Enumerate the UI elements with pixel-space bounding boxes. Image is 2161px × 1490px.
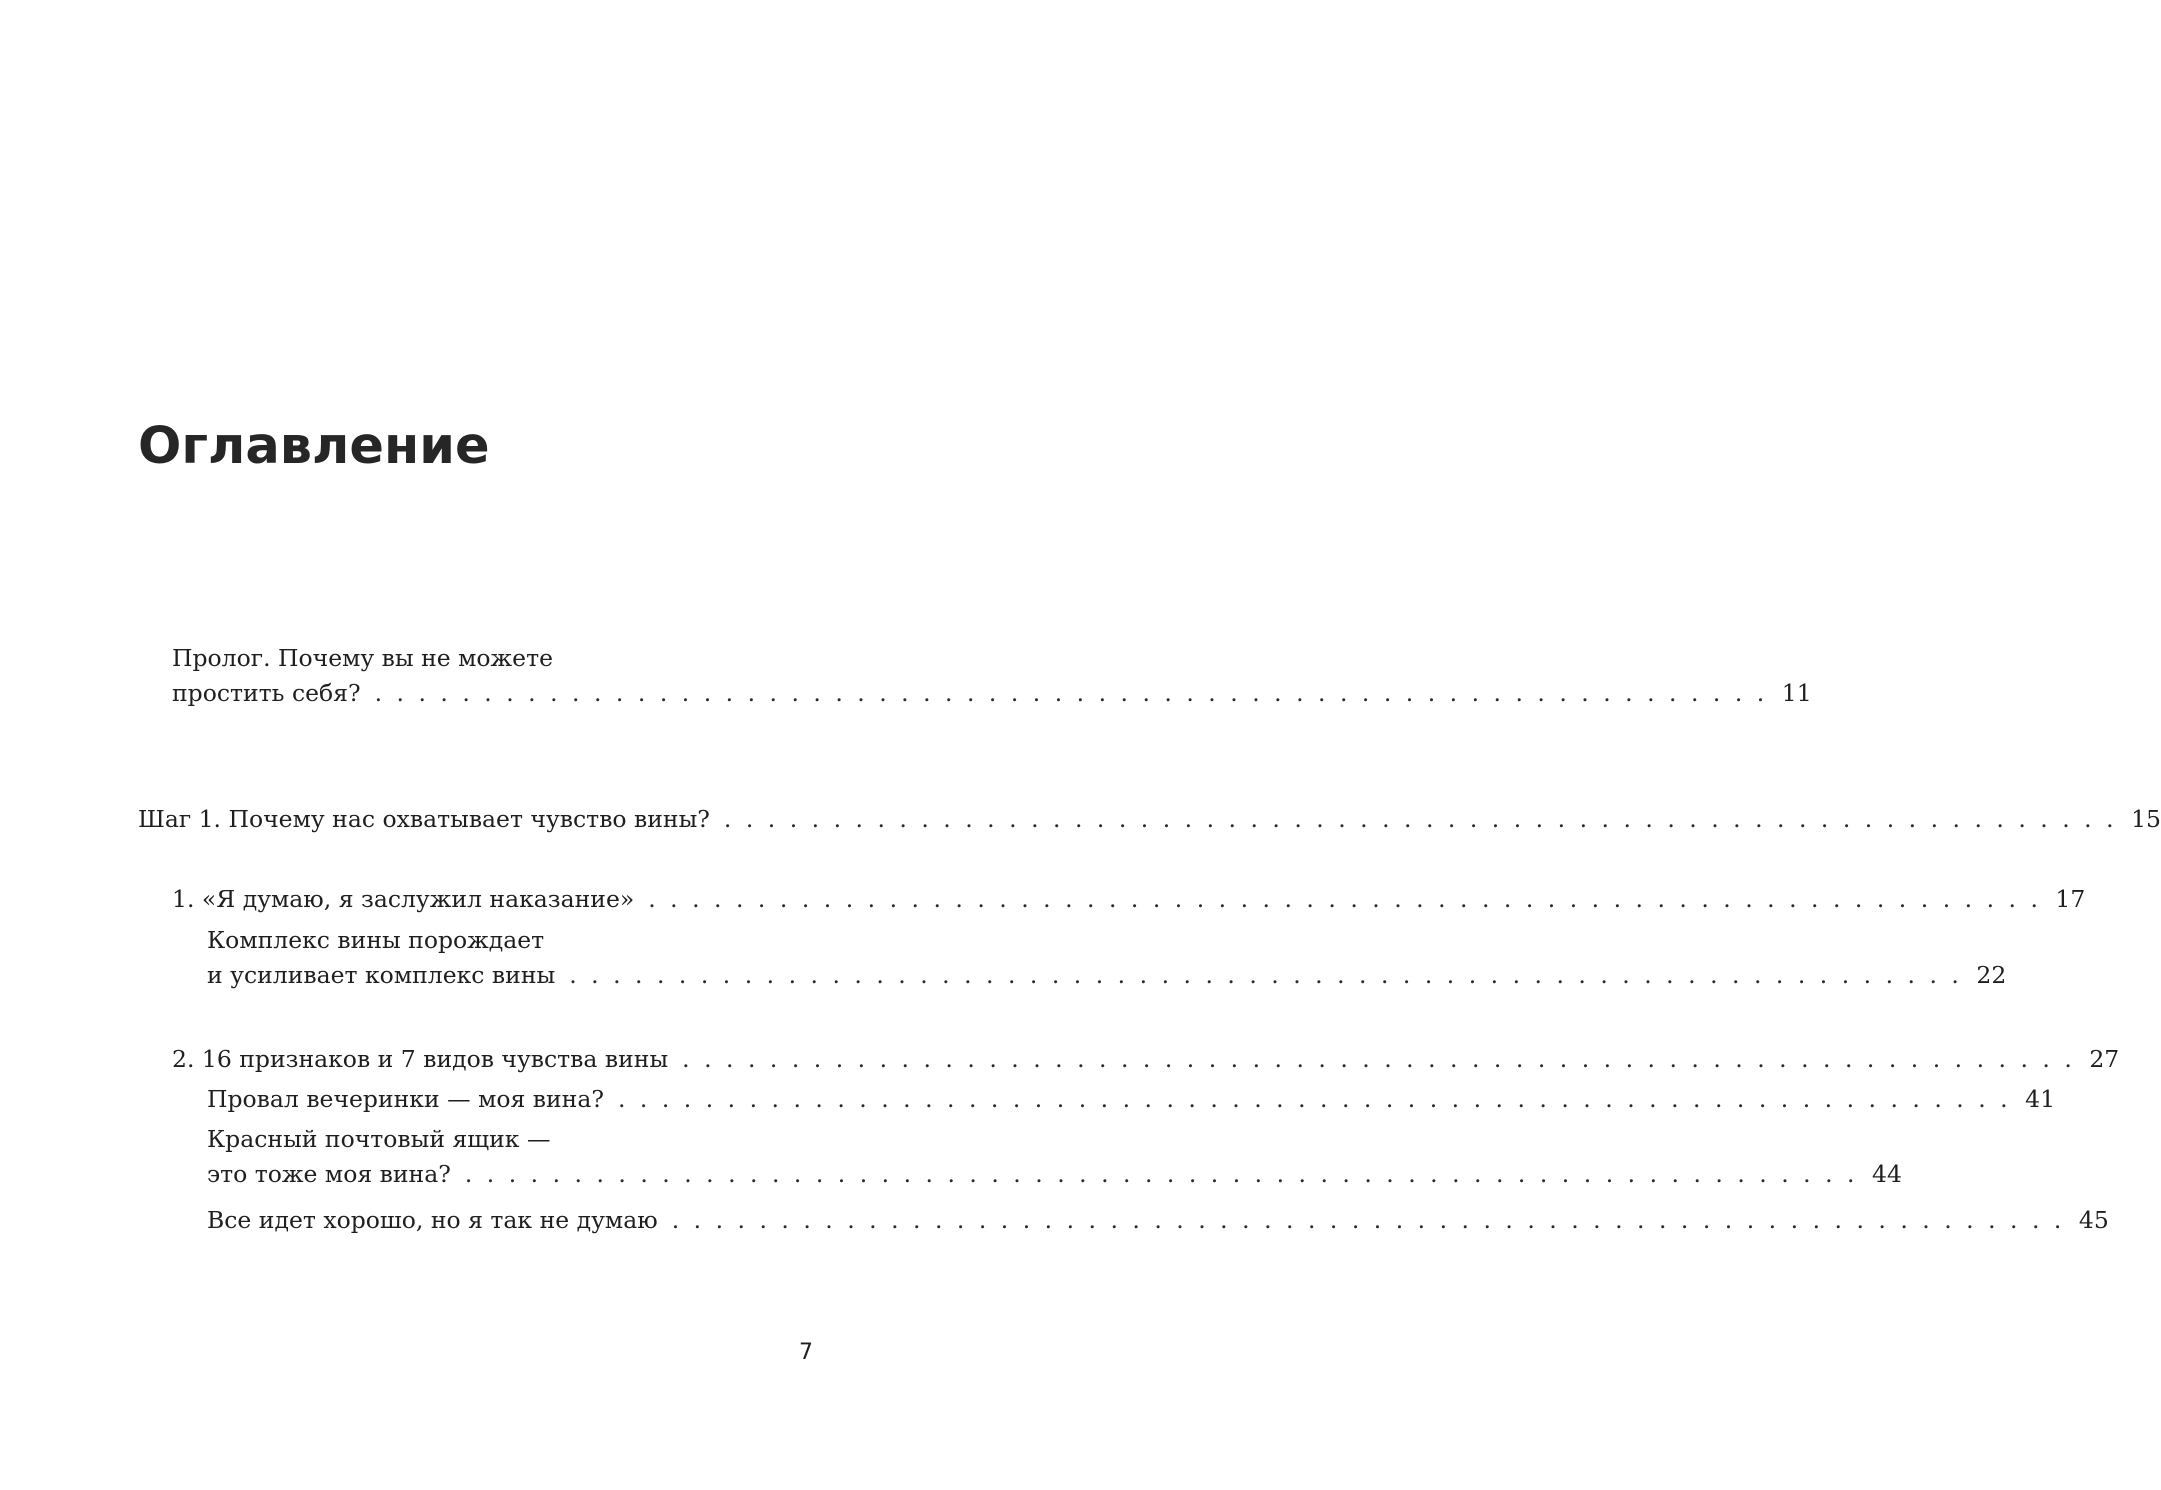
toc-entry-subsection[interactable] xyxy=(207,1122,1902,1192)
dot-leader: . . . . . . . . . . . . . . . . . . . . . . . . . . . . . . . . . . . . . . . . . . . . . . . . . . . . . . . . . . . . . . . . xyxy=(682,1045,2076,1073)
toc-entry-text: это тоже моя вина? xyxy=(207,1160,451,1188)
toc-entry-subsection[interactable] xyxy=(207,923,2007,993)
toc-line xyxy=(172,882,2086,917)
toc-line xyxy=(207,1122,814,1157)
toc-page-number: 44 xyxy=(1872,1160,1902,1188)
dot-leader: . . . . . . . . . . . . . . . . . . . . . . . . . . . . . . . . . . . . . . . . . . . . . . . . . . . . . . . . . . . . . . . . xyxy=(569,961,1963,989)
toc-line xyxy=(138,802,2161,837)
dot-leader: . . . . . . . . . . . . . . . . . . . . . . . . . . . . . . . . . . . . . . . . . . . . . . . . . . . . . . . . . . . . . . . . xyxy=(464,1160,1858,1188)
toc-entry-step-1[interactable] xyxy=(138,802,2161,837)
dot-leader: . . . . . . . . . . . . . . . . . . . . . . . . . . . . . . . . . . . . . . . . . . . . . . . . . . . . . . . . . . . . . . . . xyxy=(671,1206,2065,1234)
toc-entry-text: и усиливает комплекс вины xyxy=(207,961,556,989)
toc-line xyxy=(172,641,814,676)
toc-entry-text: Комплекс вины порождает xyxy=(207,926,545,954)
toc-entry-subsection[interactable] xyxy=(207,1082,2056,1117)
dot-leader: . . . . . . . . . . . . . . . . . . . . . . . . . . . . . . . . . . . . . . . . . . . . . . . . . . . . . . . . . . . . . . . . xyxy=(723,805,2118,833)
toc-entry-text: Пролог. Почему вы не можете xyxy=(172,644,553,672)
toc-entry-text: Красный почтовый ящик — xyxy=(207,1125,551,1153)
toc-entry-prologue[interactable] xyxy=(172,641,1812,711)
toc-entry-text: 1. «Я думаю, я заслужил наказание» xyxy=(172,885,635,913)
dot-leader: . . . . . . . . . . . . . . . . . . . . . . . . . . . . . . . . . . . . . . . . . . . . . . . . . . . . . . . . . . . . . . . . xyxy=(617,1085,2012,1113)
toc-page-number: 17 xyxy=(2055,885,2086,913)
toc-line xyxy=(172,1042,2120,1077)
toc-entry-text: 2. 16 признаков и 7 видов чувства вины xyxy=(172,1045,669,1073)
toc-page-number: 41 xyxy=(2025,1085,2056,1113)
toc-line xyxy=(207,1203,2109,1238)
page-number: 7 xyxy=(799,1340,813,1365)
toc-line xyxy=(207,923,814,958)
dot-leader: . . . . . . . . . . . . . . . . . . . . . . . . . . . . . . . . . . . . . . . . . . . . . . . . . . . . . . . . . . . . . . . . xyxy=(374,679,1768,707)
toc-line xyxy=(207,958,2007,993)
toc-page-number: 27 xyxy=(2089,1045,2120,1073)
toc-entry-chapter-1[interactable] xyxy=(172,882,2086,917)
toc-entry-subsection[interactable] xyxy=(207,1203,2109,1238)
toc-entry-text: Провал вечеринки — моя вина? xyxy=(207,1085,604,1113)
toc-entry-text: Шаг 1. Почему нас охватывает чувство вины? xyxy=(138,805,710,833)
toc-page-number: 22 xyxy=(1976,961,2007,989)
toc-line xyxy=(207,1082,2056,1117)
toc-entry-chapter-2[interactable] xyxy=(172,1042,2120,1077)
toc-line xyxy=(207,1157,1902,1192)
toc-entry-text: простить себя? xyxy=(172,679,361,707)
toc-page-number: 15 xyxy=(2131,805,2161,833)
toc-page-number: 11 xyxy=(1781,679,1812,707)
toc-page-number: 45 xyxy=(2078,1206,2109,1234)
page-title: Оглавление xyxy=(138,417,490,476)
dot-leader: . . . . . . . . . . . . . . . . . . . . . . . . . . . . . . . . . . . . . . . . . . . . . . . . . . . . . . . . . . . . . . . . xyxy=(648,885,2042,913)
toc-line xyxy=(172,676,1812,711)
toc-entry-text: Все идет хорошо, но я так не думаю xyxy=(207,1206,658,1234)
